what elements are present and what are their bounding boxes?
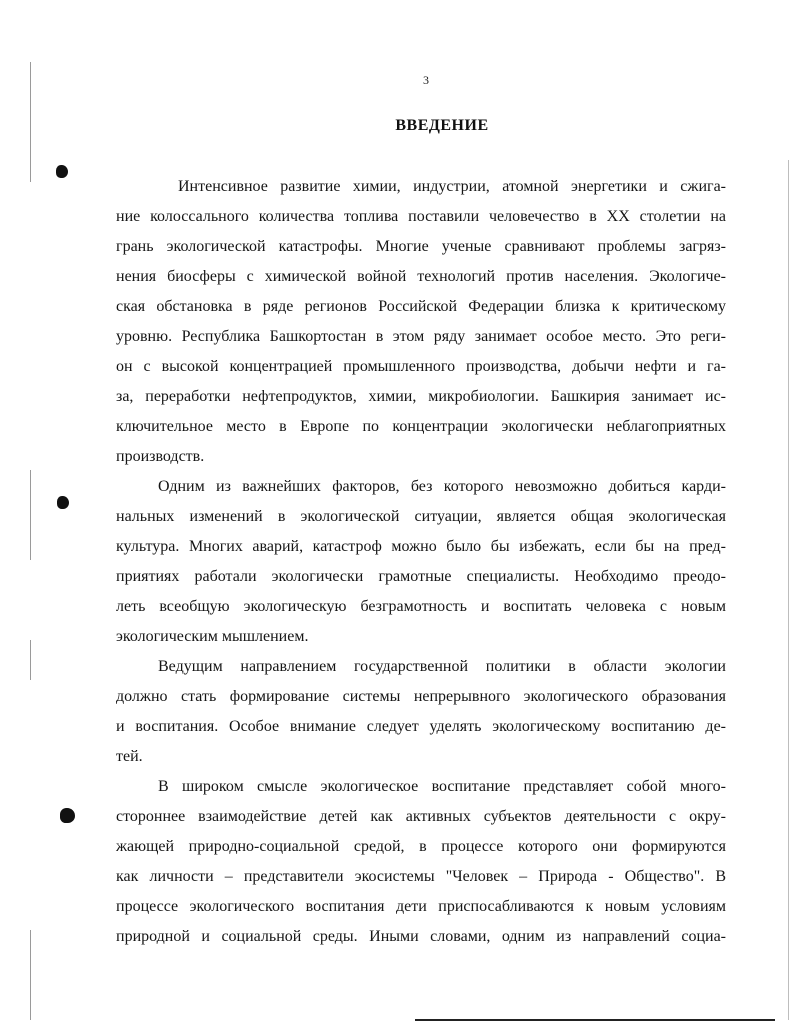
- text-line: ключительное место в Европе по концентрации экологически неблагоприятных: [116, 418, 726, 435]
- text-line: производств.: [116, 448, 205, 465]
- text-line: он с высокой концентрацией промышленного производства, добычи нефти и га-: [116, 358, 726, 375]
- text-line: нения биосферы с химической войной технологий против населения. Экологиче-: [116, 268, 726, 285]
- punch-hole-mark: [60, 808, 75, 823]
- text-line: процессе экологического воспитания дети приспосабливаются к новым условиям: [116, 898, 726, 915]
- punch-hole-mark: [56, 165, 68, 178]
- text-line: экологическим мышлением.: [116, 628, 309, 645]
- margin-rule: [30, 930, 31, 1020]
- text-line: культура. Многих аварий, катастроф можно было бы избежать, если бы на пред-: [116, 538, 726, 555]
- text-line: нальных изменений в экологической ситуации, является общая экологическая: [116, 508, 726, 525]
- text-line: Интенсивное развитие химии, индустрии, атомной энергетики и сжига-: [178, 178, 726, 195]
- text-line: Одним из важнейших факторов, без которого невозможно добиться карди-: [158, 478, 726, 495]
- text-line: стороннее взаимодействие детей как активных субъектов деятельности с окру-: [116, 808, 726, 825]
- section-title: ВВЕДЕНИЕ: [395, 117, 489, 134]
- text-line: Ведущим направлением государственной политики в области экологии: [158, 658, 726, 675]
- text-line: за, переработки нефтепродуктов, химии, микробиологии. Башкирия занимает ис-: [116, 388, 726, 405]
- page-edge: [788, 160, 789, 1020]
- text-line: В широком смысле экологическое воспитание представляет собой много-: [158, 778, 726, 795]
- text-line: леть всеобщую экологическую безграмотность и воспитать человека с новым: [116, 598, 726, 615]
- text-line: грань экологической катастрофы. Многие ученые сравнивают проблемы загряз-: [116, 238, 726, 255]
- text-line: тей.: [116, 748, 143, 765]
- margin-rule: [30, 640, 31, 680]
- text-line: жающей природно-социальной средой, в процессе которого они формируются: [116, 838, 726, 855]
- text-line: ская обстановка в ряде регионов Российской Федерации близка к критическому: [116, 298, 726, 315]
- margin-rule: [30, 470, 31, 560]
- text-line: должно стать формирование системы непрерывного экологического образования: [116, 688, 726, 705]
- page-number: 3: [423, 73, 429, 87]
- text-line: ние колоссального количества топлива поставили человечество в XX столетии на: [116, 208, 726, 225]
- text-line: и воспитания. Особое внимание следует уделять экологическому воспитанию де-: [116, 718, 726, 735]
- text-line: как личности – представители экосистемы "Человек – Природа - Общество". В: [116, 868, 726, 885]
- text-line: природной и социальной среды. Иными словами, одним из направлений социа-: [116, 928, 726, 945]
- punch-hole-mark: [57, 496, 69, 509]
- text-line: уровню. Республика Башкортостан в этом ряду занимает особое место. Это реги-: [116, 328, 726, 345]
- text-line: приятиях работали экологически грамотные специалисты. Необходимо преодо-: [116, 568, 726, 585]
- footnote-rule: [415, 1019, 775, 1021]
